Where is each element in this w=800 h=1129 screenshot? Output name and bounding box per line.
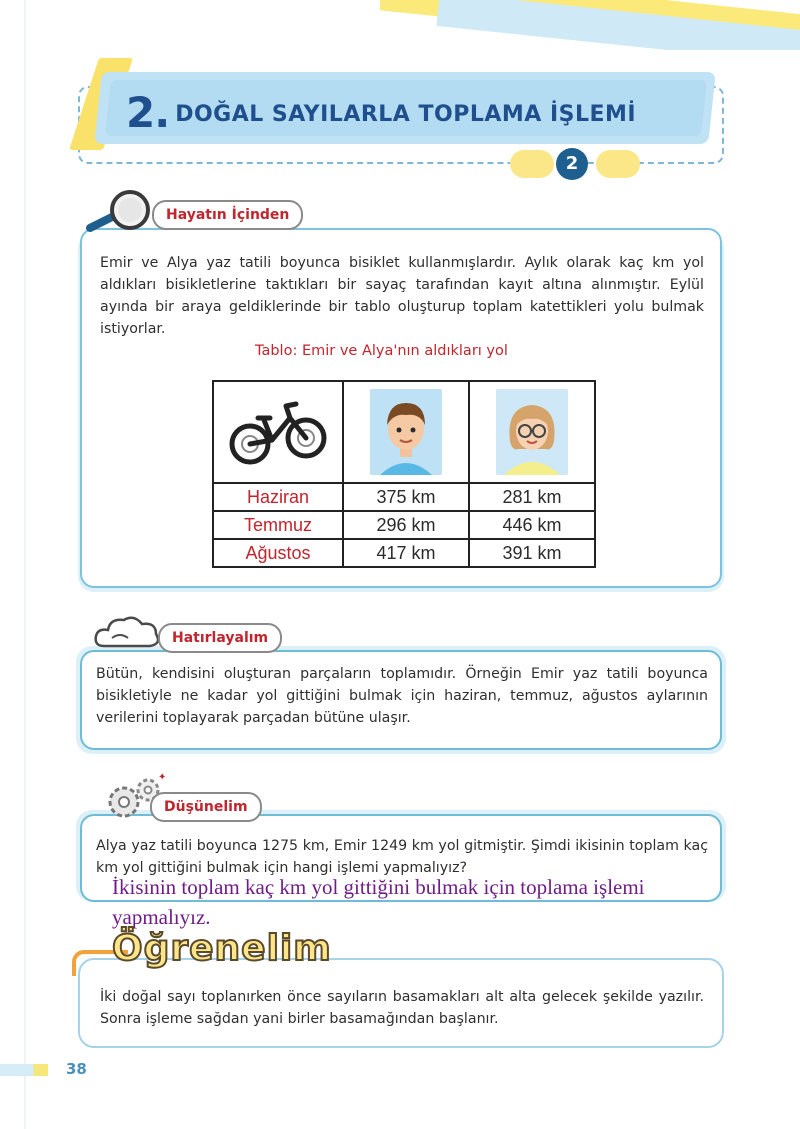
- alya-distance-cell: 391 km: [469, 539, 595, 567]
- alya-distance-cell: 281 km: [469, 483, 595, 511]
- dusunelim-tag: Düşünelim: [150, 792, 262, 822]
- chapter-heading: DOĞAL SAYILARLA TOPLAMA İŞLEMİ: [175, 102, 637, 127]
- page-border: [24, 0, 26, 1129]
- hayatin-icinden-tag: Hayatın İçinden: [152, 200, 303, 230]
- svg-text:✦: ✦: [158, 772, 167, 783]
- table-row: [213, 511, 595, 539]
- hayatin-icinden-paragraph: Emir ve Alya yaz tatili boyunca bisiklet kullanmışlardır. Aylık olarak kaç km yol aldıkları bisikletlerine taktıkları bir sayaç tarafından kayıt altına alınmıştır. Eylül ayında bir araya geldiklerinde bir tablo oluşturup toplam katettikleri yolu bulmak istiyorlar.: [100, 255, 704, 337]
- bicycle-cell: [213, 381, 343, 483]
- girl-portrait-icon: [496, 389, 568, 475]
- chapter-badge: 2: [556, 148, 588, 180]
- chapter-title: [126, 88, 636, 137]
- girl-portrait-cell: [469, 381, 595, 483]
- emir-distance-cell: 375 km: [343, 483, 469, 511]
- hatirlayalim-paragraph: Bütün, kendisini oluşturan parçaların toplamıdır. Örneğin Emir yaz tatili boyunca bisikletiyle ne kadar yol gittiğini bulmak için haziran, temmuz, ağustos aylarının verilerini toplayarak parçadan bütüne ulaşır.: [96, 666, 708, 726]
- table-caption: Tablo: Emir ve Alya'nın aldıkları yol: [255, 343, 508, 359]
- ogrenelim-title: Öğrenelim: [112, 928, 332, 969]
- emir-distance-cell: 417 km: [343, 539, 469, 567]
- page-number: 38: [66, 1060, 87, 1078]
- cloud-icon: [92, 614, 162, 654]
- alya-distance-cell: 446 km: [469, 511, 595, 539]
- bicycle-icon: [228, 394, 328, 466]
- magnifier-icon: [84, 188, 154, 240]
- chapter-number: 2.: [126, 88, 170, 137]
- month-cell: Temmuz: [213, 511, 343, 539]
- ogrenelim-paragraph: İki doğal sayı toplanırken önce sayıların basamakları alt alta gelecek şekilde yazılır. Sonra işleme sağdan yani birler basamağından başlanır.: [100, 989, 704, 1027]
- table-row: [213, 539, 595, 567]
- table-row: [213, 483, 595, 511]
- month-cell: Haziran: [213, 483, 343, 511]
- dusunelim-paragraph: Alya yaz tatili boyunca 1275 km, Emir 1249 km yol gitmiştir. Şimdi ikisinin toplam kaç km yol gittiğini bulmak için hangi işlemi yapmalıyız?: [96, 838, 708, 876]
- top-decoration: [380, 0, 800, 50]
- emir-distance-cell: 296 km: [343, 511, 469, 539]
- handwritten-answer: İkisinin toplam kaç km yol gittiğini bulmak için toplama işlemi yapmalıyız.: [112, 875, 645, 929]
- table-header-row: [213, 381, 595, 483]
- distance-table: [212, 380, 596, 568]
- hatirlayalim-tag: Hatırlayalım: [158, 623, 282, 653]
- boy-portrait-icon: [370, 389, 442, 475]
- footer-bar: [0, 1064, 48, 1076]
- month-cell: Ağustos: [213, 539, 343, 567]
- boy-portrait-cell: [343, 381, 469, 483]
